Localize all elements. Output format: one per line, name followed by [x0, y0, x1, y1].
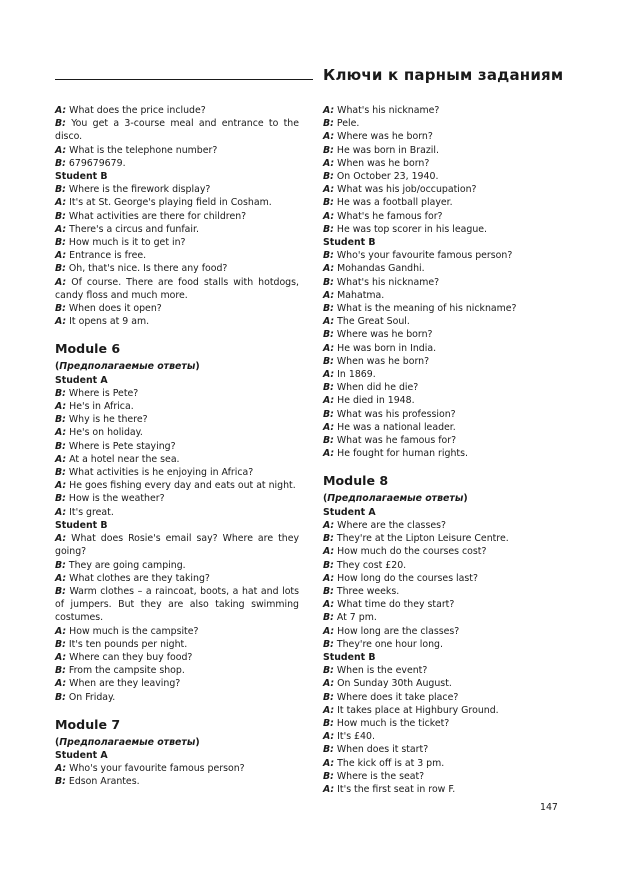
- dialogue-text: It's £40.: [337, 731, 375, 743]
- dialogue-line: [55, 532, 299, 558]
- dialogue-text: On Sunday 30th August.: [337, 678, 452, 690]
- left-column: [55, 104, 299, 789]
- speaker-label: A:: [55, 105, 67, 116]
- dialogue-line: [55, 691, 299, 704]
- dialogue-line: [323, 519, 585, 532]
- speaker-label: B:: [55, 387, 66, 399]
- speaker-label: B:: [323, 329, 334, 341]
- dialogue-text: Where is the seat?: [336, 770, 425, 782]
- dialogue-line: [323, 730, 585, 743]
- dialogue-line: [323, 743, 585, 756]
- student-label: Student A: [55, 749, 108, 761]
- dialogue-text: They're one hour long.: [336, 638, 443, 650]
- speaker-label: A:: [55, 763, 67, 775]
- dialogue-text: Mahatma.: [337, 289, 385, 301]
- dialogue-lines: [55, 762, 299, 788]
- dialogue-line: [323, 394, 585, 407]
- speaker-label: B:: [323, 744, 334, 756]
- dialogue-line: [323, 157, 585, 170]
- dialogue-line: [323, 625, 585, 638]
- dialogue-line: [323, 262, 585, 275]
- student-label: Student B: [55, 171, 108, 183]
- dialogue-line: [323, 249, 585, 262]
- dialogue-text: He died in 1948.: [337, 395, 415, 407]
- dialogue-line: [323, 421, 585, 434]
- dialogue-line: [323, 276, 585, 289]
- speaker-label: A:: [323, 369, 335, 381]
- dialogue-line: [323, 545, 585, 558]
- dialogue-text: Three weeks.: [336, 585, 400, 597]
- dialogue-line: [323, 598, 585, 611]
- speaker-label: B:: [323, 435, 334, 447]
- speaker-label: B:: [323, 250, 334, 262]
- speaker-label: B:: [323, 585, 334, 597]
- dialogue-text: It takes place at Highbury Ground.: [337, 704, 499, 716]
- speaker-label: B:: [323, 355, 334, 367]
- dialogue-text: From the campsite shop.: [68, 665, 185, 677]
- dialogue-text: He was born in Brazil.: [336, 144, 439, 156]
- speaker-label: B:: [323, 144, 334, 156]
- dialogue-text: Entrance is free.: [69, 250, 147, 262]
- dialogue-text: When did he die?: [336, 382, 419, 394]
- dialogue-line: [55, 302, 299, 315]
- dialogue-text: The kick off is at 3 pm.: [337, 757, 445, 769]
- speaker-label: B:: [323, 118, 334, 130]
- dialogue-line: [323, 368, 585, 381]
- module-note: (Предполагаемые ответы): [55, 736, 200, 748]
- dialogue-text: How much is the campsite?: [69, 625, 199, 637]
- dialogue-line: [55, 572, 299, 585]
- dialogue-text: What clothes are they taking?: [69, 572, 210, 584]
- student-label: Student B: [323, 237, 376, 249]
- speaker-label: B:: [323, 533, 334, 545]
- dialogue-line: [323, 144, 585, 157]
- dialogue-text: He goes fishing every day and eats out at night.: [69, 480, 296, 492]
- dialogue-text: How long do the courses last?: [337, 572, 478, 584]
- speaker-label: A:: [55, 533, 67, 545]
- speaker-label: B:: [55, 776, 66, 788]
- dialogue-line: [55, 453, 299, 466]
- dialogue-text: What was his job/occupation?: [337, 184, 477, 196]
- speaker-label: A:: [323, 421, 335, 433]
- dialogue-text: What was his profession?: [336, 408, 456, 420]
- dialogue-line: [323, 223, 585, 236]
- speaker-label: A:: [323, 157, 335, 169]
- dialogue-line: [55, 196, 299, 209]
- speaker-label: B:: [323, 717, 334, 729]
- speaker-label: B:: [55, 440, 66, 452]
- dialogue-text: He's on holiday.: [69, 427, 143, 439]
- dialogue-line: [55, 104, 299, 117]
- dialogue-text: How long are the classes?: [337, 625, 460, 637]
- dialogue-text: How is the weather?: [68, 493, 165, 505]
- speaker-label: B:: [323, 638, 334, 650]
- dialogue-line: [55, 210, 299, 223]
- dialogue-line: [55, 236, 299, 249]
- dialogue-text: Why is he there?: [68, 414, 148, 426]
- dialogue-line: [323, 289, 585, 302]
- dialogue-line: [55, 479, 299, 492]
- dialogue-line: [323, 408, 585, 421]
- speaker-label: A:: [323, 625, 335, 637]
- speaker-label: B:: [55, 665, 66, 677]
- dialogue-text: What activities are there for children?: [68, 210, 247, 222]
- dialogue-text: What is the meaning of his nickname?: [336, 303, 517, 315]
- dialogue-line: [323, 585, 585, 598]
- speaker-label: A:: [55, 480, 67, 492]
- dialogue-line: [55, 775, 299, 788]
- dialogue-line: [55, 413, 299, 426]
- speaker-label: A:: [323, 316, 335, 328]
- speaker-label: B:: [323, 303, 334, 315]
- dialogue-text: What time do they start?: [337, 599, 455, 611]
- dialogue-lines: [55, 532, 299, 704]
- speaker-label: A:: [55, 144, 67, 156]
- dialogue-line: [55, 117, 299, 143]
- dialogue-line: [55, 625, 299, 638]
- dialogue-line: [323, 638, 585, 651]
- dialogue-line: [323, 434, 585, 447]
- dialogue-line: [323, 783, 585, 796]
- speaker-label: B:: [55, 184, 66, 196]
- module-heading: Module 7: [55, 716, 121, 732]
- speaker-label: A:: [55, 276, 67, 288]
- dialogue-text: Where was he born?: [336, 329, 433, 341]
- speaker-label: A:: [323, 572, 335, 584]
- speaker-label: B:: [323, 665, 334, 677]
- speaker-label: A:: [323, 757, 335, 769]
- dialogue-line: [55, 315, 299, 328]
- dialogue-text: It's the first seat in row F.: [337, 783, 456, 795]
- dialogue-line: [323, 328, 585, 341]
- speaker-label: B:: [55, 559, 66, 571]
- dialogue-line: [55, 651, 299, 664]
- dialogue-text: What's his nickname?: [336, 276, 440, 288]
- dialogue-line: [323, 677, 585, 690]
- module-heading: Module 6: [55, 341, 121, 357]
- dialogue-text: There's a circus and funfair.: [69, 223, 199, 235]
- dialogue-text: What was he famous for?: [336, 435, 457, 447]
- speaker-label: B:: [55, 493, 66, 505]
- dialogue-text: When are they leaving?: [69, 678, 181, 690]
- dialogue-line: [323, 170, 585, 183]
- dialogue-line: [323, 704, 585, 717]
- dialogue-text: Who's your favourite famous person?: [336, 250, 513, 262]
- dialogue-text: When does it start?: [336, 744, 429, 756]
- dialogue-line: [55, 492, 299, 505]
- dialogue-text: Warm clothes – a raincoat, boots, a hat and lots of jumpers. But they are also taking swimming costumes.: [55, 585, 299, 624]
- dialogue-line: [55, 400, 299, 413]
- speaker-label: B:: [323, 408, 334, 420]
- module-heading: Module 8: [323, 473, 389, 489]
- speaker-label: A:: [55, 401, 67, 413]
- dialogue-text: Where is Pete?: [68, 387, 139, 399]
- student-label: Student A: [55, 374, 108, 386]
- dialogue-text: They're at the Lipton Leisure Centre.: [336, 533, 509, 545]
- dialogue-text: When does it open?: [68, 303, 162, 315]
- dialogue-text: What's he famous for?: [337, 210, 443, 222]
- speaker-label: B:: [55, 638, 66, 650]
- dialogue-text: At 7 pm.: [336, 612, 377, 624]
- speaker-label: A:: [323, 184, 335, 196]
- dialogue-line: [323, 210, 585, 223]
- dialogue-line: [323, 381, 585, 394]
- dialogue-text: When was he born?: [337, 157, 430, 169]
- speaker-label: B:: [323, 171, 334, 183]
- dialogue-lines: [323, 519, 585, 651]
- dialogue-text: The Great Soul.: [337, 316, 410, 328]
- dialogue-line: [323, 770, 585, 783]
- dialogue-line: [55, 677, 299, 690]
- speaker-label: A:: [55, 678, 67, 690]
- dialogue-line: [323, 559, 585, 572]
- speaker-label: B:: [55, 237, 66, 249]
- dialogue-text: When was he born?: [336, 355, 430, 367]
- dialogue-text: They are going camping.: [68, 559, 186, 571]
- dialogue-line: [55, 183, 299, 196]
- dialogue-line: [55, 559, 299, 572]
- dialogue-text: Who's your favourite famous person?: [69, 763, 245, 775]
- dialogue-text: What is the telephone number?: [69, 144, 218, 156]
- speaker-label: B:: [55, 691, 66, 703]
- speaker-label: A:: [323, 519, 335, 531]
- dialogue-text: How much is the ticket?: [336, 717, 450, 729]
- dialogue-lines: [55, 183, 299, 328]
- dialogue-text: Of course. There are food stalls with hotdogs, candy floss and much more.: [55, 276, 299, 301]
- speaker-label: B:: [323, 276, 334, 288]
- dialogue-text: It's ten pounds per night.: [68, 638, 188, 650]
- dialogue-line: [55, 466, 299, 479]
- dialogue-text: He fought for human rights.: [337, 448, 468, 460]
- dialogue-line: [323, 302, 585, 315]
- speaker-label: B:: [55, 118, 66, 130]
- speaker-label: A:: [55, 427, 67, 439]
- speaker-label: B:: [323, 223, 334, 235]
- dialogue-lines: [323, 104, 585, 236]
- dialogue-line: [55, 157, 299, 170]
- dialogue-text: Pele.: [336, 118, 360, 130]
- dialogue-text: What's his nickname?: [337, 105, 440, 116]
- speaker-label: A:: [55, 223, 67, 235]
- speaker-label: A:: [323, 210, 335, 222]
- dialogue-text: 679679679.: [68, 157, 126, 169]
- header-rule: [55, 79, 313, 80]
- speaker-label: A:: [323, 342, 335, 354]
- speaker-label: A:: [323, 599, 335, 611]
- dialogue-text: It's great.: [69, 506, 114, 518]
- speaker-label: A:: [323, 678, 335, 690]
- speaker-label: A:: [55, 197, 67, 209]
- dialogue-text: In 1869.: [337, 369, 376, 381]
- dialogue-line: [323, 757, 585, 770]
- dialogue-text: On October 23, 1940.: [336, 171, 439, 183]
- dialogue-lines: [323, 664, 585, 796]
- dialogue-line: [55, 638, 299, 651]
- speaker-label: B:: [55, 157, 66, 169]
- speaker-label: A:: [55, 572, 67, 584]
- dialogue-text: He was born in India.: [337, 342, 437, 354]
- speaker-label: A:: [323, 131, 335, 143]
- dialogue-text: He was a national leader.: [337, 421, 456, 433]
- dialogue-text: How much do the courses cost?: [337, 546, 487, 558]
- dialogue-text: It's at St. George's playing field in Cosham.: [69, 197, 272, 209]
- dialogue-line: [55, 426, 299, 439]
- dialogue-text: On Friday.: [68, 691, 116, 703]
- dialogue-text: Where can they buy food?: [69, 651, 193, 663]
- dialogue-text: Oh, that's nice. Is there any food?: [68, 263, 228, 275]
- module-note: (Предполагаемые ответы): [55, 361, 200, 373]
- speaker-label: A:: [323, 395, 335, 407]
- dialogue-line: [55, 387, 299, 400]
- speaker-label: B:: [323, 770, 334, 782]
- dialogue-line: [323, 183, 585, 196]
- speaker-label: A:: [323, 448, 335, 460]
- dialogue-text: They cost £20.: [336, 559, 407, 571]
- student-label: Student B: [55, 519, 108, 531]
- speaker-label: B:: [55, 414, 66, 426]
- speaker-label: A:: [55, 506, 67, 518]
- speaker-label: B:: [323, 612, 334, 624]
- dialogue-text: It opens at 9 am.: [69, 316, 150, 328]
- dialogue-text: Mohandas Gandhi.: [337, 263, 425, 275]
- dialogue-line: [323, 611, 585, 624]
- dialogue-lines: [323, 249, 585, 460]
- dialogue-line: [323, 315, 585, 328]
- speaker-label: A:: [55, 250, 67, 262]
- dialogue-lines: [55, 387, 299, 519]
- dialogue-text: He was top scorer in his league.: [336, 223, 488, 235]
- dialogue-line: [323, 532, 585, 545]
- dialogue-text: When is the event?: [336, 665, 428, 677]
- page-number: 147: [540, 802, 558, 813]
- student-label: Student A: [323, 506, 376, 518]
- speaker-label: A:: [323, 731, 335, 743]
- speaker-label: A:: [323, 289, 335, 301]
- dialogue-line: [55, 144, 299, 157]
- dialogue-text: Where was he born?: [337, 131, 433, 143]
- speaker-label: A:: [55, 316, 67, 328]
- dialogue-line: [55, 762, 299, 775]
- speaker-label: B:: [55, 585, 66, 597]
- dialogue-line: [55, 249, 299, 262]
- speaker-label: B:: [55, 467, 66, 479]
- dialogue-line: [323, 355, 585, 368]
- speaker-label: B:: [55, 210, 66, 222]
- dialogue-line: [323, 196, 585, 209]
- dialogue-text: How much is it to get in?: [68, 237, 186, 249]
- speaker-label: B:: [323, 691, 334, 703]
- student-label: Student B: [323, 651, 376, 663]
- dialogue-text: At a hotel near the sea.: [69, 453, 180, 465]
- dialogue-line: [323, 117, 585, 130]
- dialogue-text: Where are the classes?: [337, 519, 446, 531]
- dialogue-lines: [55, 104, 299, 170]
- speaker-label: B:: [323, 197, 334, 209]
- dialogue-text: He's in Africa.: [69, 401, 134, 413]
- speaker-label: A:: [323, 783, 335, 795]
- dialogue-text: Where is the firework display?: [68, 184, 211, 196]
- dialogue-line: [323, 342, 585, 355]
- dialogue-text: Where is Pete staying?: [68, 440, 176, 452]
- dialogue-line: [55, 506, 299, 519]
- dialogue-text: Edson Arantes.: [68, 776, 140, 788]
- dialogue-text: You get a 3-course meal and entrance to the disco.: [55, 118, 300, 143]
- speaker-label: B:: [55, 303, 66, 315]
- speaker-label: A:: [55, 453, 67, 465]
- speaker-label: A:: [323, 105, 335, 116]
- dialogue-line: [55, 262, 299, 275]
- speaker-label: A:: [55, 625, 67, 637]
- speaker-label: B:: [323, 382, 334, 394]
- speaker-label: A:: [323, 263, 335, 275]
- dialogue-line: [323, 572, 585, 585]
- speaker-label: B:: [55, 263, 66, 275]
- dialogue-line: [55, 223, 299, 236]
- dialogue-line: [55, 440, 299, 453]
- dialogue-line: [55, 585, 299, 625]
- dialogue-line: [323, 691, 585, 704]
- page-header-title: Ключи к парным заданиям: [323, 66, 564, 84]
- dialogue-line: [55, 664, 299, 677]
- dialogue-text: He was a football player.: [336, 197, 453, 209]
- speaker-label: A:: [323, 546, 335, 558]
- dialogue-line: [323, 717, 585, 730]
- dialogue-text: What activities is he enjoying in Africa?: [68, 467, 254, 479]
- dialogue-line: [323, 664, 585, 677]
- speaker-label: A:: [323, 704, 335, 716]
- right-column: [323, 104, 585, 796]
- speaker-label: A:: [55, 651, 67, 663]
- speaker-label: B:: [323, 559, 334, 571]
- dialogue-text: What does Rosie's email say? Where are they going?: [55, 533, 300, 558]
- dialogue-text: What does the price include?: [69, 105, 206, 116]
- dialogue-line: [55, 276, 299, 302]
- module-note: (Предполагаемые ответы): [323, 493, 468, 505]
- dialogue-text: Where does it take place?: [336, 691, 459, 703]
- dialogue-line: [323, 130, 585, 143]
- dialogue-line: [323, 104, 585, 117]
- dialogue-line: [323, 447, 585, 460]
